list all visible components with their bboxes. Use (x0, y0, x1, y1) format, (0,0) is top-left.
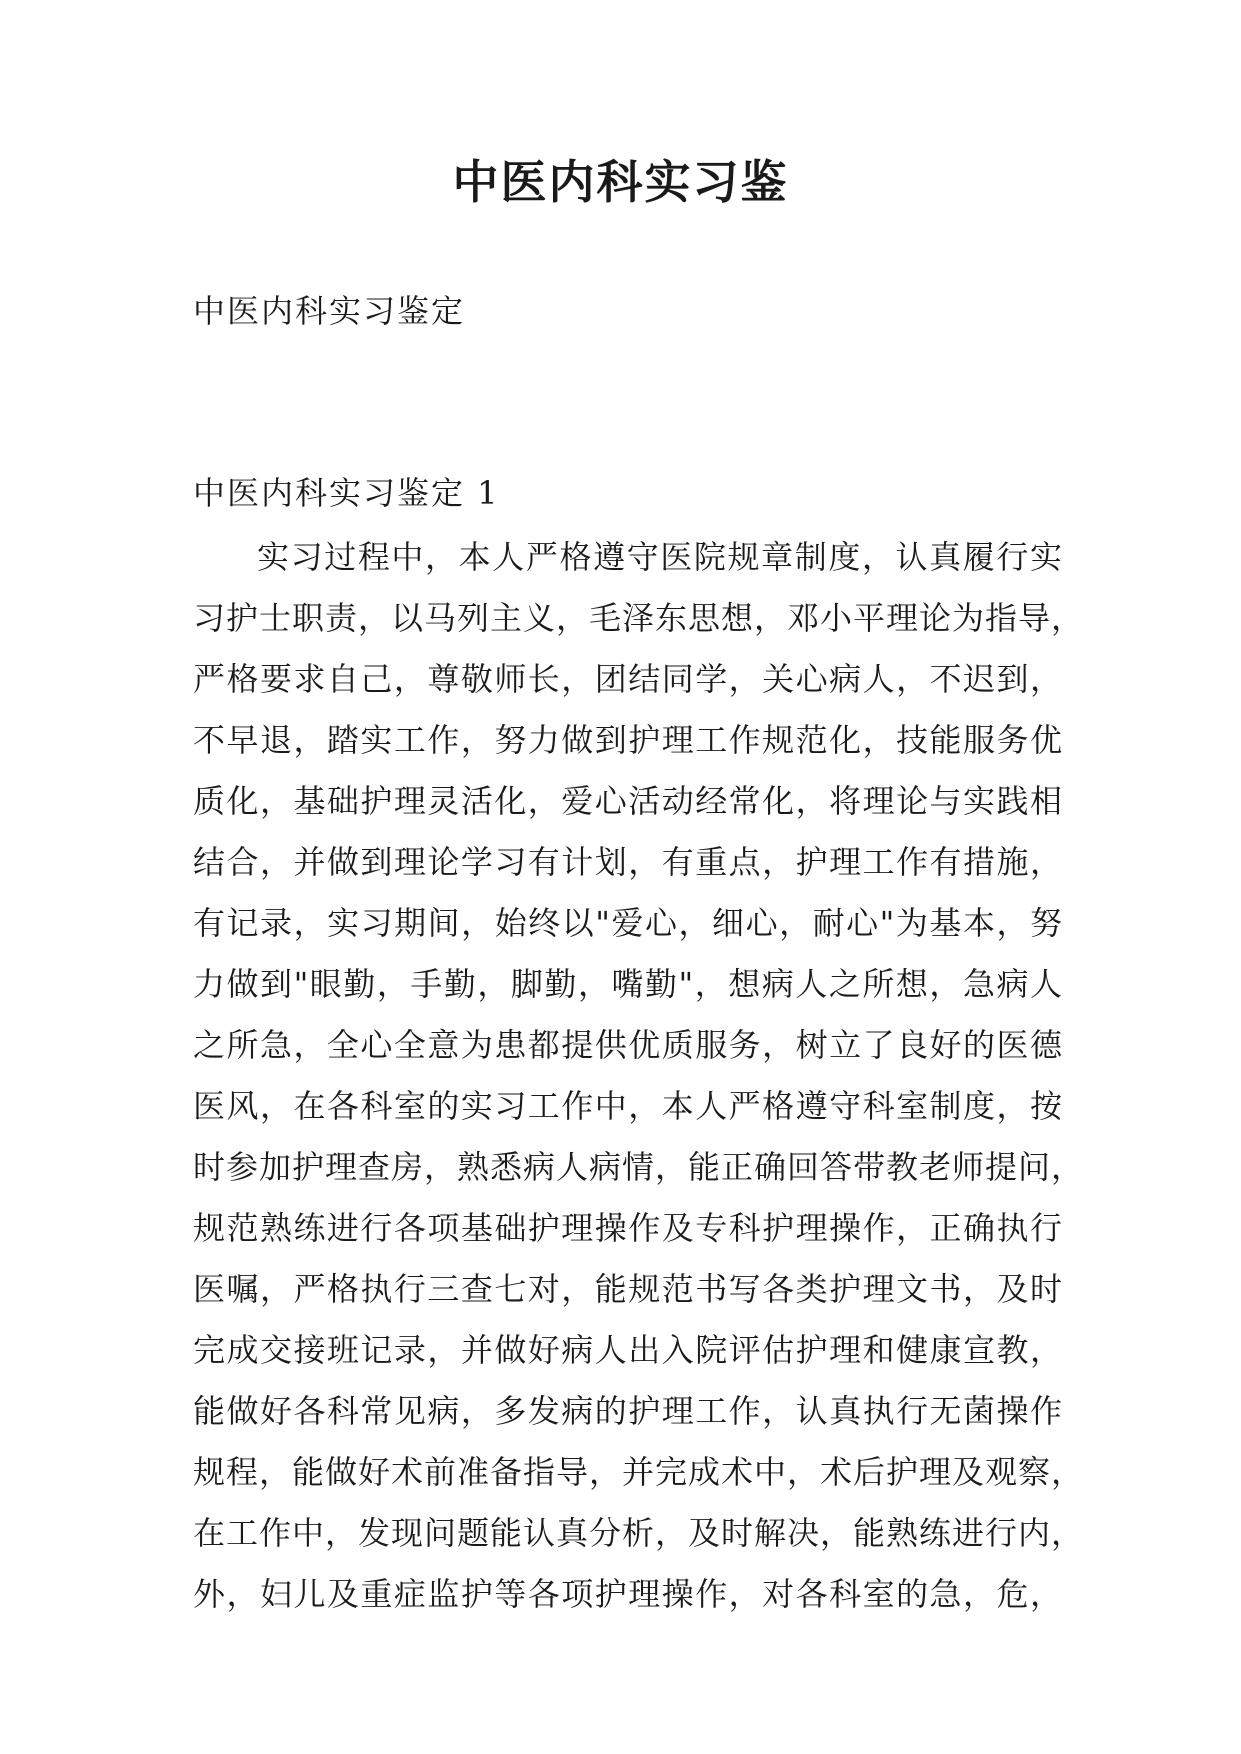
body-line: 有记录，实习期间，始终以"爱心，细心，耐心"为基本，努 (193, 904, 1063, 942)
document-subtitle: 中医内科实习鉴定 (193, 292, 466, 330)
body-line: 完成交接班记录，并做好病人出入院评估护理和健康宣教， (193, 1331, 1063, 1369)
body-line: 结合，并做到理论学习有计划，有重点，护理工作有措施， (193, 843, 1063, 881)
body-line: 外，妇儿及重症监护等各项护理操作，对各科室的急，危， (193, 1575, 1063, 1613)
body-line: 医风，在各科室的实习工作中，本人严格遵守科室制度，按 (193, 1087, 1063, 1125)
body-line: 不早退，踏实工作，努力做到护理工作规范化，技能服务优 (193, 721, 1063, 759)
body-line: 在工作中，发现问题能认真分析，及时解决，能熟练进行内， (193, 1514, 1085, 1552)
body-line: 能做好各科常见病，多发病的护理工作，认真执行无菌操作 (193, 1392, 1063, 1430)
body-line: 时参加护理查房，熟悉病人病情，能正确回答带教老师提问， (193, 1148, 1085, 1186)
document-title: 中医内科实习鉴 (452, 155, 789, 209)
body-line: 习护士职责，以马列主义，毛泽东思想，邓小平理论为指导， (193, 599, 1085, 637)
body-line: 质化，基础护理灵活化，爱心活动经常化，将理论与实践相 (193, 782, 1063, 820)
body-paragraph (193, 527, 1085, 1625)
body-line: 规范熟练进行各项基础护理操作及专科护理操作，正确执行 (193, 1209, 1063, 1247)
body-line: 医嘱，严格执行三查七对，能规范书写各类护理文书，及时 (193, 1270, 1063, 1308)
body-line: 规程，能做好术前准备指导，并完成术中，术后护理及观察， (193, 1453, 1085, 1491)
body-line: 严格要求自己，尊敬师长，团结同学，关心病人，不迟到， (193, 660, 1063, 698)
body-line: 实习过程中，本人严格遵守医院规章制度，认真履行实 (257, 538, 1063, 576)
body-line: 力做到"眼勤，手勤，脚勤，嘴勤"，想病人之所想，急病人 (193, 965, 1063, 1003)
body-line: 之所急，全心全意为患都提供优质服务，树立了良好的医德 (193, 1026, 1063, 1064)
section-heading: 中医内科实习鉴定 1 (193, 474, 500, 512)
